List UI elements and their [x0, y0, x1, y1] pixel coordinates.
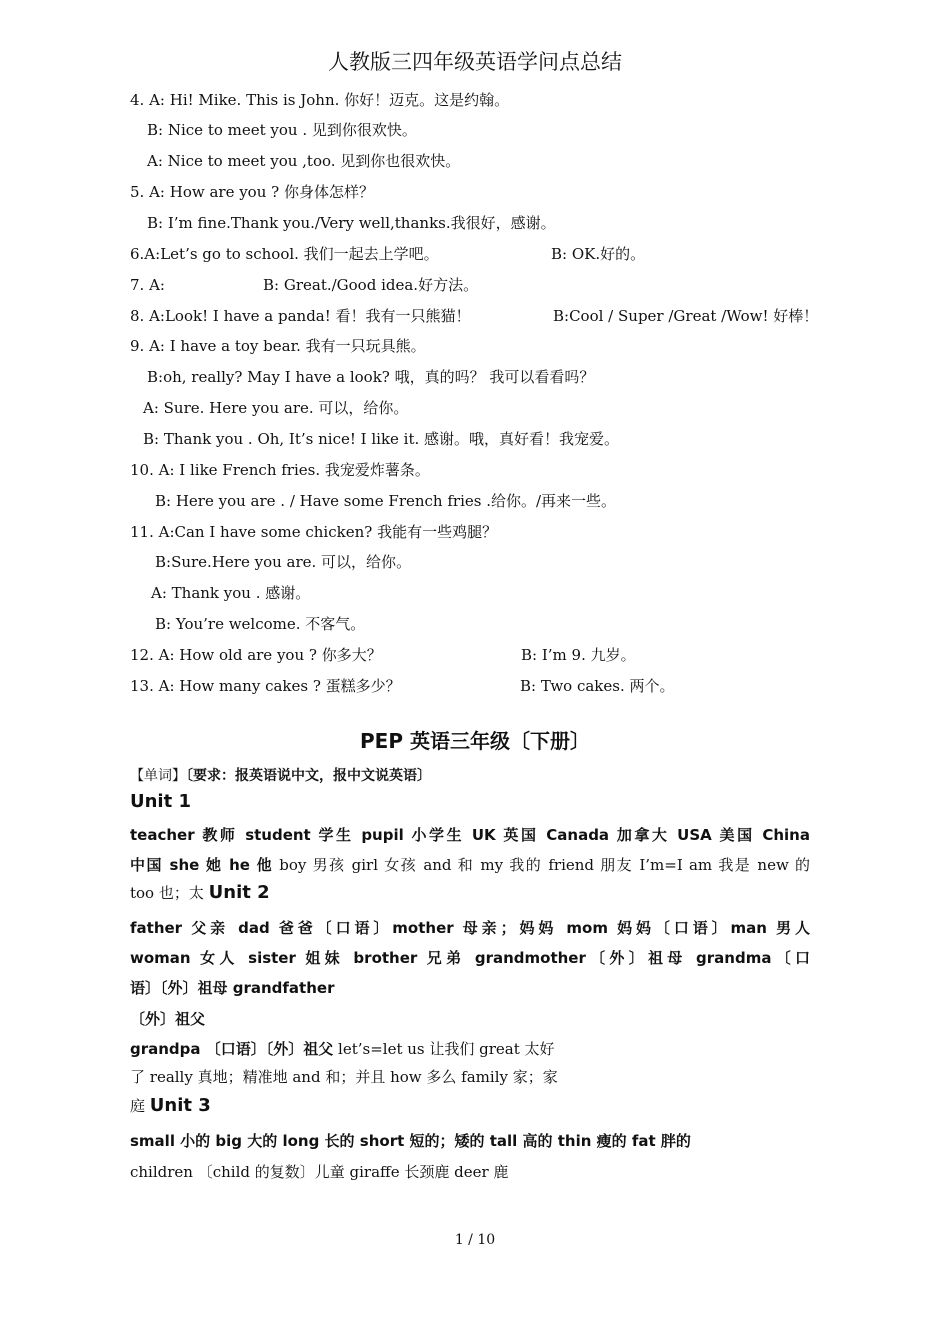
dialogue-line: B: Thank you . Oh, It’s nice! I like it. 感谢。哦，真好看！我宠爱。 [143, 430, 620, 448]
dialogue-line: 12. A: How old are you ? 你多大？ [130, 646, 382, 664]
page-header-title: 人教版三四年级英语学问点总结 [328, 50, 622, 74]
requirement-bracket: 【单词】 [130, 768, 186, 784]
dialogue-line: B:Sure.Here you are. 可以，给你。 [155, 553, 412, 571]
dialogue-line: B: Here you are . / Have some French fries .给你。/再来一些。 [155, 492, 617, 510]
page-number: 1 / 10 [454, 1232, 496, 1248]
dialogue-line: B:oh, really? May I have a look? 哦，真的吗？ 我可以看看吗？ [147, 368, 595, 386]
dialogue-line: 8. A:Look! I have a panda! 看！我有一只熊猫！ [130, 307, 471, 325]
dialogue-line: 10. A: I like French fries. 我宠爱炸薯条。 [130, 461, 430, 479]
dialogue-line: 11. A:Can I have some chicken? 我能有一些鸡腿？ [130, 523, 498, 541]
section-title: PEP 英语三年级〔下册〕 [360, 729, 590, 753]
unit-1-vocab-line: teacher 教师 student 学生 pupil 小学生 UK 英国 Canada 加拿大 USA 美国 China [130, 826, 810, 844]
dialogue-line: B: Two cakes. 两个。 [520, 677, 675, 695]
dialogue-line: A: Nice to meet you ,too. 见到你也很欢快。 [147, 152, 461, 170]
dialogue-line: A: Sure. Here you are. 可以，给你。 [143, 399, 409, 417]
unit-2-vocab-line [130, 1097, 211, 1115]
dialogue-line: B: You’re welcome. 不客气。 [155, 615, 366, 633]
unit-2-vocab-line: father 父亲 dad 爸爸〔口语〕mother 母亲；妈妈 mom 妈妈〔口语〕man 男人 [130, 919, 810, 937]
unit-3-vocab-line: children 〔child 的复数〕儿童 giraffe 长颈鹿 deer 鹿 [130, 1163, 509, 1181]
unit-1-vocab-bold: 中国 she 她 he 他 [130, 856, 274, 874]
dialogue-line: B: Nice to meet you . 见到你很欢快。 [147, 121, 417, 139]
requirement-note [130, 765, 431, 785]
unit-1-vocab-line [130, 856, 810, 874]
unit-2-vocab-bold: grandpa 〔口语〕〔外〕祖父 [130, 1040, 334, 1058]
dialogue-line: 5. A: How are you ? 你身体怎样？ [130, 183, 374, 201]
unit-2-vocab-line: 语〕〔外〕祖母 grandfather [130, 979, 335, 997]
unit-2-vocab-line: 〔外〕祖父 [130, 1010, 206, 1028]
unit-1-vocab-plain: too 也；太 [130, 884, 209, 902]
requirement-text: 〔要求：报英语说中文，报中文说英语〕 [186, 768, 431, 784]
unit-1-vocab-plain: boy 男孩 girl 女孩 and 和 my 我的 friend 朋友 I’m=I am 我是 new 的 [273, 856, 810, 874]
dialogue-line: 6.A:Let’s go to school. 我们一起去上学吧。 [130, 245, 439, 263]
dialogue-line: 9. A: I have a toy bear. 我有一只玩具熊。 [130, 337, 426, 355]
unit-2-vocab-plain: let’s=let us 让我们 great 太好 [333, 1040, 555, 1058]
unit-2-vocab-line [130, 1040, 555, 1058]
dialogue-line: 7. A: [130, 276, 165, 294]
unit-1-title: Unit 1 [130, 791, 191, 812]
dialogue-line: B: I’m fine.Thank you./Very well,thanks.我很好，感谢。 [147, 214, 556, 232]
unit-2-title: Unit 2 [208, 882, 270, 903]
dialogue-line: 13. A: How many cakes ? 蛋糕多少？ [130, 677, 401, 695]
dialogue-line: B: I’m 9. 九岁。 [521, 646, 636, 664]
unit-2-vocab-line: woman 女人 sister 姐妹 brother 兄弟 grandmother〔外〕祖母 grandma〔口 [130, 949, 810, 967]
dialogue-line: B: OK.好的。 [551, 245, 646, 263]
dialogue-line: 4. A: Hi! Mike. This is John. 你好！迈克。这是约翰。 [130, 91, 510, 109]
unit-1-vocab-line [130, 884, 270, 902]
unit-3-vocab-line: small 小的 big 大的 long 长的 short 短的；矮的 tall 高的 thin 瘦的 fat 胖的 [130, 1132, 691, 1150]
dialogue-line: B:Cool / Super /Great /Wow! 好棒！ [553, 307, 819, 325]
unit-2-vocab-plain: 庭 [130, 1097, 150, 1115]
unit-2-vocab-line: 了 really 真地；精准地 and 和；并且 how 多么 family 家；家 [130, 1068, 558, 1086]
dialogue-line: B: Great./Good idea.好方法。 [263, 276, 479, 294]
dialogue-line: A: Thank you . 感谢。 [151, 584, 311, 602]
unit-3-title: Unit 3 [149, 1095, 211, 1116]
